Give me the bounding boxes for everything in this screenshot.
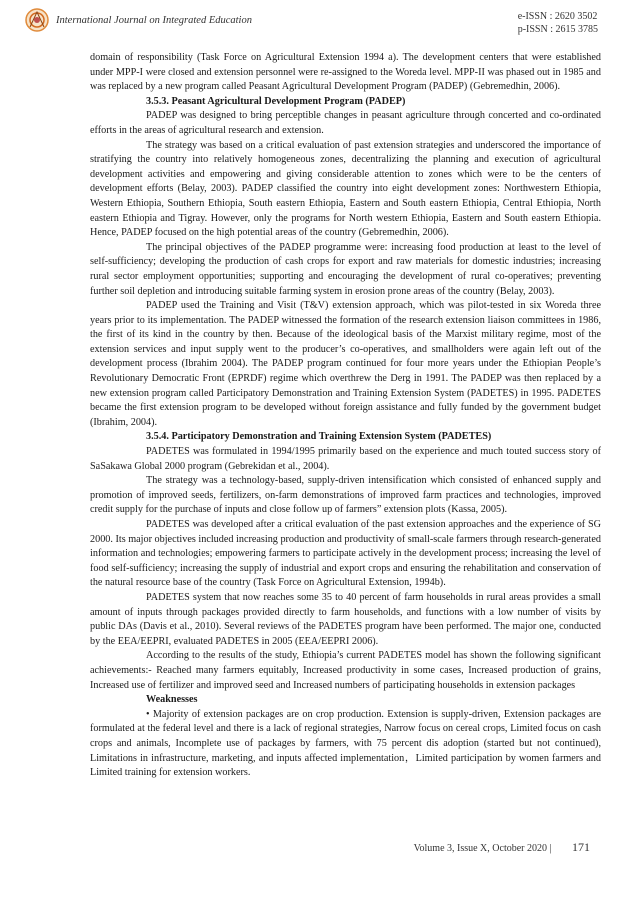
paragraph: PADETES was developed after a critical evaluation of the past extension approaches and the experience of SG 2000. Its major objectives included increasing production and productivity of small-scale farmers through research-generated information and technologies; empowering farmers to participate actively in the development process; increasing the level of food self-sufficiency; increasing the supply of industrial and export crops and ensuring the rehabilitation and conservation of the natural resource base of the country (Task Force on Agricultural Extension, 1994b). <box>90 519 601 589</box>
paragraph: • Majority of extension packages are on crop production. Extension is supply-driven, Extension packages are formulated at the federal level and there is a lack of regional strategies, Narrow focus on cereal crops, Limited focus on cash crops and animals, Incomplete use of packages by farmers, with 75 percent dis adoption (started but not continued), Limitations in infrastructure, marketing, and inputs affected implementation，Limited participation by women farmers and Limited training for extension workers. <box>90 708 601 779</box>
paragraph: According to the results of the study, Ethiopia’s current PADETES model has shown the following significant achievements:- Reached many farmers equitably, Increased productivity in some cases, Increased production of grains, Increased use of fertilizer and improved seed and Increased numbers of participating households in extension packages <box>90 650 601 691</box>
paragraph: PADETES was formulated in 1994/1995 primarily based on the experience and much touted success story of SaSakawa Global 2000 program (Gebrekidan et al., 2004). <box>90 446 601 472</box>
weaknesses-heading: Weaknesses <box>146 694 198 706</box>
journal-logo-icon <box>25 8 49 32</box>
article-body <box>90 51 601 781</box>
paragraph: PADETES system that now reaches some 35 to 40 percent of farm households in rural areas provides a small amount of inputs through packages provided directly to farm households, and functions with a low number of visits by public DAs (Davis et al., 2010). Several reviews of the PADETES program have been performed. The major one, conducted by the EEA/EEPRI, evaluated PADETES in 2005 (EEA/EEPRI 2006). <box>90 591 601 647</box>
section-heading-padep: 3.5.3. Peasant Agricultural Development Program (PADEP) <box>146 95 406 107</box>
paragraph: PADEP was designed to bring perceptible changes in peasant agriculture through concerted and co-ordinated efforts in the areas of agricultural research and extension. <box>90 110 601 136</box>
page-number: 171 <box>572 840 590 854</box>
paragraph: The strategy was based on a critical evaluation of past extension strategies and underscored the importance of stratifying the country into relatively homogeneous zones, decentralizing the planning and execution of agricultural development activities and empowering and giving considerable attention to zones which were to be the centers of development efforts (Belay, 2003). PADEP classified the country into eight development zones: Northwestern Ethiopia, Western Ethiopia, Southern Ethiopia, South eastern Ethiopia, Eastern and South eastern Ethiopia, Central Ethiopia, North eastern Ethiopia and Tigray. However, only the programs for North western Ethiopia, Eastern and South eastern Ethiopia. Hence, PADEP focused on the high potential areas of the country (Gebremedhin, 2006). <box>90 139 601 239</box>
volume-info: Volume 3, Issue X, October 2020 | <box>413 843 552 854</box>
paragraph: The strategy was a technology-based, supply-driven intensification which consisted of enhanced supply and promotion of improved seeds, fertilizers, on-farm demonstrations of improved farm practices and technologies, improved credit supply for the purchase of inputs and close follow up of farmers” extension plots (Kassa, 2005). <box>90 475 601 516</box>
pissn: p-ISSN : 2615 3785 <box>517 24 598 35</box>
page-footer <box>414 840 590 855</box>
paragraph: domain of responsibility (Task Force on Agricultural Extension 1994 a). The development centers that were established under MPP-I were closed and extension personnel were re-assigned to the Woreda level. MPP-II was phased out in 1985 and was replaced by a new program called Peasant Agricultural Development Program (PADEP) (Gebremedhin, 2006). <box>90 52 601 93</box>
section-heading-padetes: 3.5.4. Participatory Demonstration and Training Extension System (PADETES) <box>146 431 492 443</box>
paragraph: PADEP used the Training and Visit (T&V) extension approach, which was pilot-tested in six Woreda three years prior to its implementation. The PADEP witnessed the formation of the research extension liaison committees in 1986, the first of its kind in the country by then. Because of the ideological basis of the Marxist military regime, most of the extension services and input supply went to the producer’s co-operatives, and smallholders were again left out of the development process (Ibrahim 2004). The PADEP program continued for four more years under the Ethiopian People’s Revolutionary Democratic Front (EPRDF) regime which overthrew the Derg in 1991. The PADEP was then replaced by a new extension program called Participatory Demonstration and Training Extension System (PADETES) in 1995. PADETES became the first extension program to be developed without foreign assistance and fully funded by the government budget (Ibrahim, 2004). <box>90 300 601 428</box>
paragraph: The principal objectives of the PADEP programme were: increasing food production at least to the level of self-sufficiency; developing the production of cash crops for export and raw materials for domestic industries; increasing rural sector employment opportunities; supporting and encouraging the development of rural co-operatives; preventing further soil depletion and introducing suitable farming system in erosion prone areas of the country (Belay, 2003). <box>90 241 601 297</box>
eissn: e-ISSN : 2620 3502 <box>517 11 598 22</box>
issn-block <box>518 10 598 36</box>
page-header <box>0 0 638 46</box>
journal-name: International Journal on Integrated Education <box>56 15 252 26</box>
